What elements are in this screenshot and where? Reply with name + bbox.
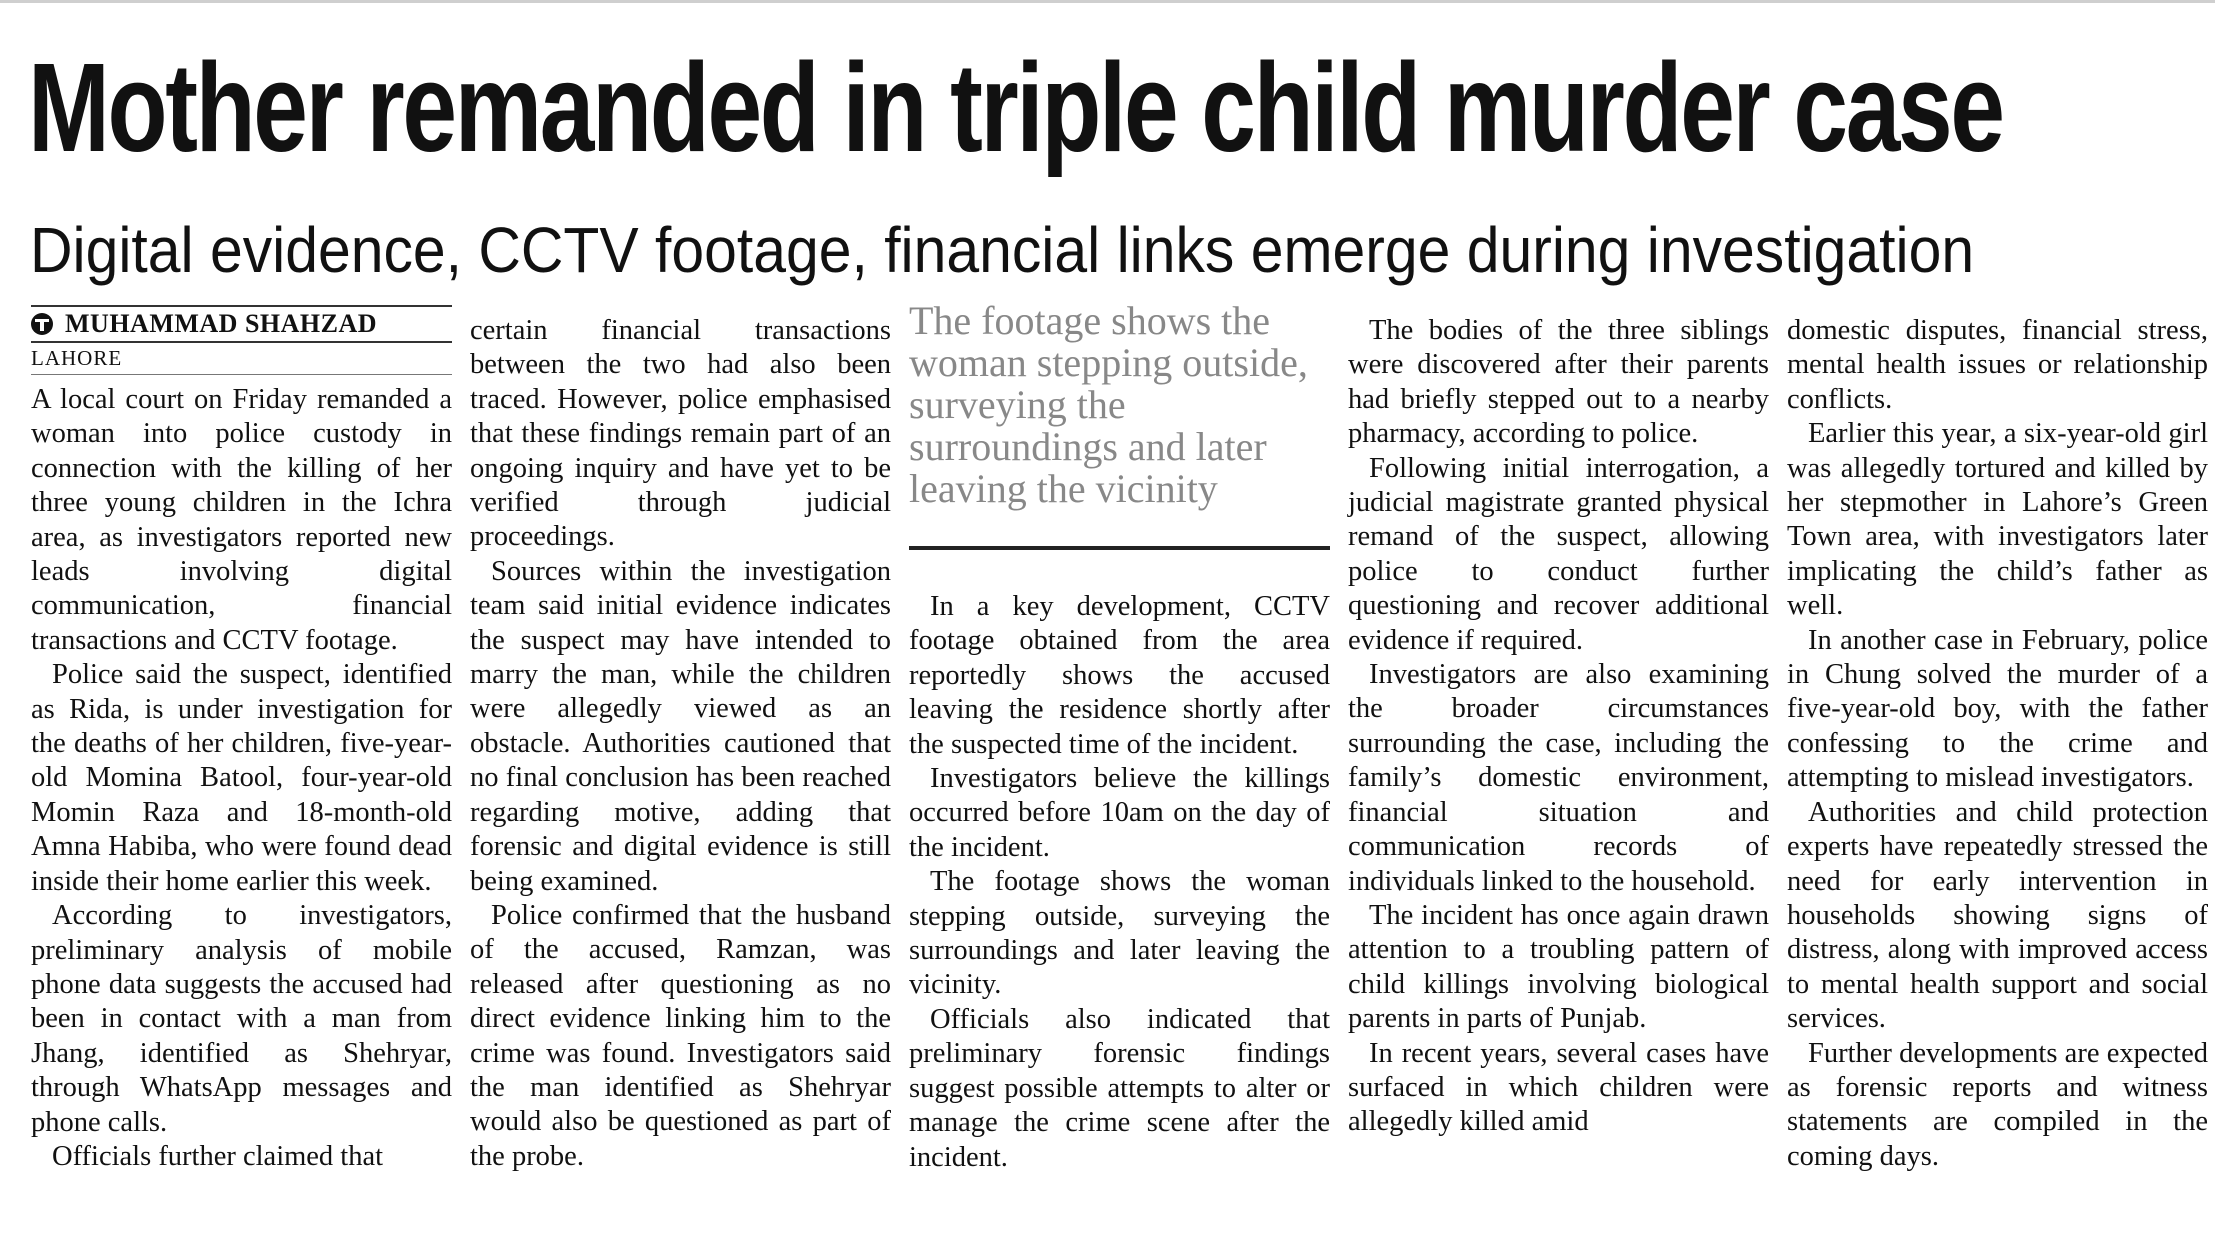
- paragraph: Authorities and child protection experts have repeatedly stressed the need for early intervention in households showing signs of distress, along with improved access to mental health support and social services.: [1787, 796, 2208, 1035]
- article-column-1: [31, 383, 452, 1174]
- author-name: MUHAMMAD SHAHZAD: [65, 309, 378, 338]
- paragraph: In a key development, CCTV footage obtained from the area reportedly shows the accused leaving the residence shortly after the suspected time of the incident.: [909, 591, 1330, 760]
- article-column-3: [909, 590, 1330, 1175]
- paragraph: The footage shows the woman stepping outside, surveying the surroundings and later leaving the vicinity.: [909, 866, 1330, 1001]
- top-border: [0, 0, 2215, 3]
- headline: Mother remanded in triple child murder case: [28, 37, 2003, 178]
- paragraph: Further developments are expected as forensic reports and witness statements are compiled in the coming days.: [1787, 1037, 2208, 1172]
- paragraph: A local court on Friday remanded a woman into police custody in connection with the killing of her three young children in the Ichra area, as investigators reported new leads involving digital communication, financial transactions and CCTV footage.: [31, 384, 452, 656]
- paragraph: Officials further claimed that: [52, 1140, 384, 1172]
- byline: [31, 305, 452, 343]
- dateline: LAHORE: [31, 344, 452, 375]
- paragraph: According to investigators, preliminary analysis of mobile phone data suggests the accused had been in contact with a man from Jhang, identified as Shehryar, through WhatsApp messages and phone calls.: [31, 900, 452, 1138]
- paragraph: Officials also indicated that preliminary forensic findings suggest possible attempts to alter or manage the crime scene after the incident.: [909, 1003, 1330, 1173]
- paragraph: In recent years, several cases have surfaced in which children were allegedly killed amid: [1348, 1037, 1769, 1138]
- subheadline: Digital evidence, CCTV footage, financial links emerge during investigation: [30, 214, 1975, 286]
- article-column-2: [470, 314, 891, 1174]
- paragraph: Investigators believe the killings occurred before 10am on the day of the incident.: [909, 763, 1330, 863]
- paragraph: The bodies of the three siblings were discovered after their parents had briefly stepped out to a nearby pharmacy, according to police.: [1348, 315, 1769, 450]
- article-column-5: [1787, 314, 2208, 1174]
- paragraph: domestic disputes, financial stress, mental health issues or relationship conflicts.: [1787, 315, 2208, 415]
- paragraph: Following initial interrogation, a judicial magistrate granted physical remand of the suspect, allowing police to conduct further questioning and recover additional evidence if required.: [1348, 452, 1769, 656]
- paragraph: certain financial transactions between the two had also been traced. However, police emphasised that these findings remain part of an ongoing inquiry and have yet to be verified through judicial proceedings.: [470, 315, 891, 553]
- pull-quote-divider: [909, 546, 1330, 550]
- publication-logo-icon: [31, 313, 53, 335]
- pull-quote: The footage shows the woman stepping outside, surveying the surroundings and later leaving the vicinity: [909, 298, 1308, 511]
- paragraph: In another case in February, police in Chung solved the murder of a five-year-old boy, with the father confessing to the crime and attempting to mislead investigators.: [1787, 624, 2208, 794]
- paragraph: Police confirmed that the husband of the accused, Ramzan, was released after questioning as no direct evidence linking him to the crime was found. Investigators said the man identified as Shehryar would also be questioned as part of the probe.: [470, 899, 891, 1172]
- paragraph: Earlier this year, a six-year-old girl was allegedly tortured and killed by her stepmother in Lahore’s Green Town area, with investigators later implicating the child’s father as well.: [1787, 418, 2208, 622]
- paragraph: Sources within the investigation team said initial evidence indicates the suspect may have intended to marry the man, while the children were allegedly viewed as an obstacle. Authorities cautioned that no final conclusion has been reached regarding motive, adding that forensic and digital evidence is still being examined.: [470, 555, 891, 897]
- paragraph: Police said the suspect, identified as Rida, is under investigation for the deaths of her children, five-year-old Momina Batool, four-year-old Momin Raza and 18-month-old Amna Habiba, who were found dead inside their home earlier this week.: [31, 659, 452, 897]
- paragraph: Investigators are also examining the broader circumstances surrounding the case, including the family’s domestic environment, financial situation and communication records of individuals linked to the household.: [1348, 659, 1769, 897]
- article-column-4: [1348, 314, 1769, 1140]
- paragraph: The incident has once again drawn attention to a troubling pattern of child killings involving biological parents in parts of Punjab.: [1348, 899, 1769, 1035]
